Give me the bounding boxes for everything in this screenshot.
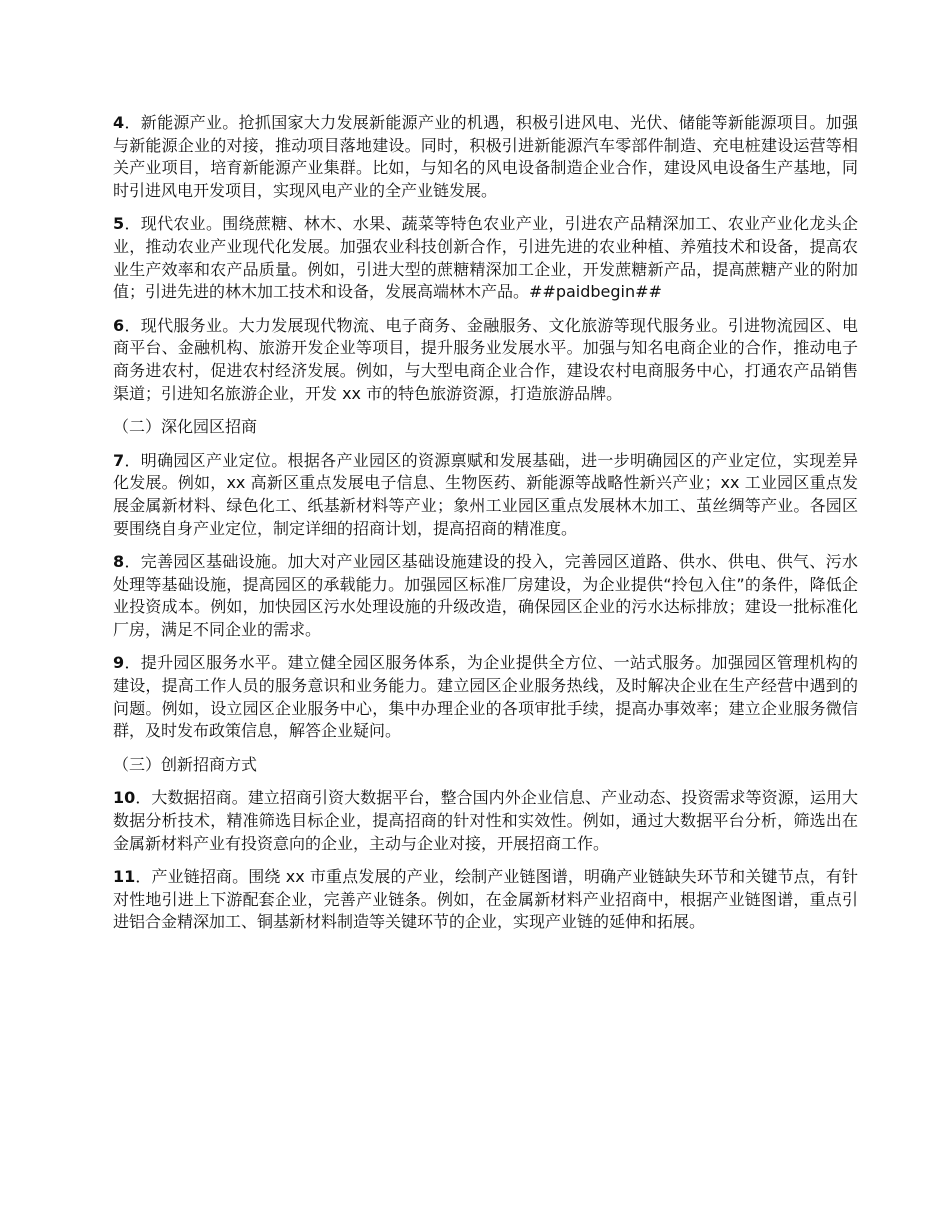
item-number: 9: [113, 653, 125, 673]
paragraph-text: ．产业链招商。围绕 xx 市重点发展的产业，绘制产业链图谱，明确产业链缺失环节和关键节点，有针对性地引进上下游配套企业，完善产业链条。例如，在金属新材料产业招商中，根据产业链图谱，重点引进铝合金精深加工、铜基新材料制造等关键环节的企业，实现产业链的延伸和拓展。: [113, 867, 858, 932]
item-number: 10: [113, 788, 136, 808]
section-heading-deepen-park-investment: （二）深化园区招商: [113, 417, 258, 437]
paragraph-7: [113, 450, 858, 540]
paragraph-9: [113, 652, 858, 742]
section-heading-innovate-investment-methods: （三）创新招商方式: [113, 754, 258, 774]
paragraph-8: [113, 551, 858, 641]
item-number: 4: [113, 113, 125, 132]
paragraph-text: ．现代服务业。大力发展现代物流、电子商务、金融服务、文化旅游等现代服务业。引进物流园区、电商平台、金融机构、旅游开发企业等项目，提升服务业发展水平。加强与知名电商企业的合作，推动电子商务进农村，促进农村经济发展。例如，与大型电商企业合作，建设农村电商服务中心，打通农产品销售渠道；引进知名旅游企业，开发 xx 市的特色旅游资源，打造旅游品牌。: [113, 315, 858, 403]
item-number: 5: [113, 214, 125, 234]
item-number: 7: [113, 450, 125, 470]
paragraph-text: ．完善园区基础设施。加大对产业园区基础设施建设的投入，完善园区道路、供水、供电、供气、污水处理等基础设施，提高园区的承载能力。加强园区标准厂房建设，为企业提供“拎包入住”的条件，降低企业投资成本。例如，加快园区污水处理设施的升级改造，确保园区企业的污水达标排放；建设一批标准化厂房，满足不同企业的需求。: [113, 552, 858, 639]
item-number: 11: [113, 867, 136, 887]
paragraph-text: ．提升园区服务水平。建立健全园区服务体系，为企业提供全方位、一站式服务。加强园区管理机构的建设，提高工作人员的服务意识和业务能力。建立园区企业服务热线，及时解决企业在生产经营中遇到的问题。例如，设立园区企业服务中心，集中办理企业的各项审批手续，提高办事效率；建立企业服务微信群，及时发布政策信息，解答企业疑问。: [113, 653, 858, 741]
item-number: 6: [113, 315, 125, 335]
paragraph-text: ．新能源产业。抢抓国家大力发展新能源产业的机遇，积极引进风电、光伏、储能等新能源项目。加强与新能源企业的对接，推动项目落地建设。同时，积极引进新能源汽车零部件制造、充电桩建设运营等相关产业项目，培育新能源产业集群。比如，与知名的风电设备制造企业合作，建设风电设备生产基地，同时引进风电开发项目，实现风电产业的全产业链发展。: [113, 113, 858, 200]
paragraph-text: ．明确园区产业定位。根据各产业园区的资源禀赋和发展基础，进一步明确园区的产业定位，实现差异化发展。例如，xx 高新区重点发展电子信息、生物医药、新能源等战略性新兴产业；xx 工业园区重点发展金属新材料、绿色化工、纸基新材料等产业；象州工业园区重点发展林木加工、茧丝绸等产业。各园区要围绕自身产业定位，制定详细的招商计划，提高招商的精准度。: [113, 450, 858, 538]
paragraph-text: ．大数据招商。建立招商引资大数据平台，整合国内外企业信息、产业动态、投资需求等资源，运用大数据分析技术，精准筛选目标企业，提高招商的针对性和实效性。例如，通过大数据平台分析，筛选出在金属新材料产业有投资意向的企业，主动与企业对接，开展招商工作。: [113, 788, 858, 853]
item-number: 8: [113, 552, 125, 572]
paragraph-10: [113, 787, 858, 855]
document-body: [113, 112, 858, 945]
paragraph-text: ．现代农业。围绕蔗糖、林木、水果、蔬菜等特色农业产业，引进农产品精深加工、农业产业化龙头企业，推动农业产业现代化发展。加强农业科技创新合作，引进先进的农业种植、养殖技术和设备，提高农业生产效率和农产品质量。例如，引进大型的蔗糖精深加工企业，开发蔗糖新产品，提高蔗糖产业的附加值；引进先进的林木加工技术和设备，发展高端林木产品。##paidbegin##: [113, 214, 858, 302]
paragraph-5: [113, 213, 858, 303]
paragraph-11: [113, 866, 858, 934]
paragraph-6: [113, 315, 858, 405]
paragraph-4: [113, 112, 858, 202]
